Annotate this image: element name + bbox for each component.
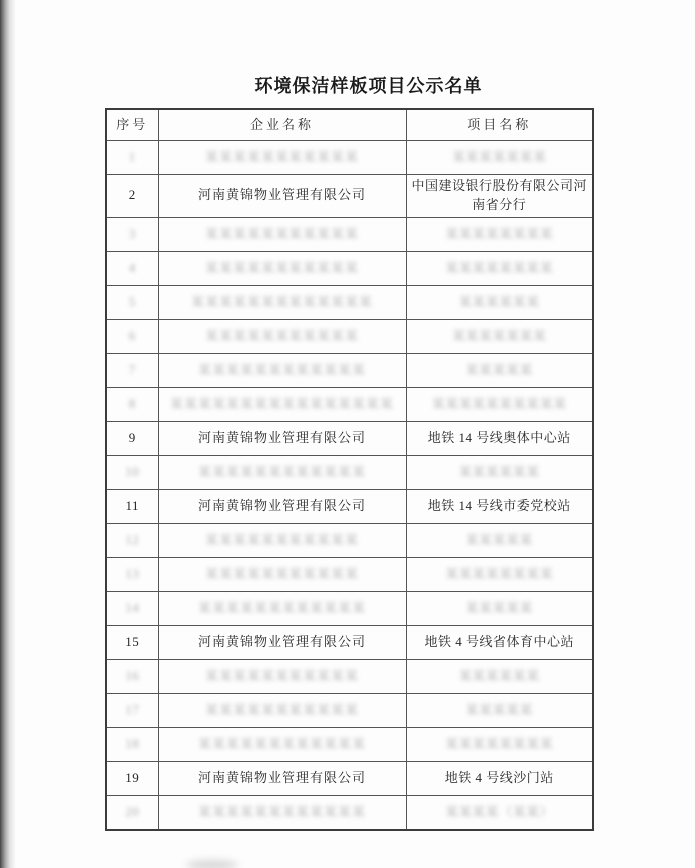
table-row <box>106 693 593 727</box>
company-cell-text: 河南黄锦物业管理有限公司 <box>197 769 366 785</box>
serial-cell-text: 2 <box>128 187 136 203</box>
project-cell <box>406 625 593 659</box>
serial-cell-text: 17 <box>125 702 140 717</box>
company-cell <box>158 217 406 251</box>
project-cell <box>406 727 593 761</box>
serial-cell <box>106 591 158 625</box>
project-cell-text: 中国建设银行股份有限公司河南省分行 <box>411 178 588 212</box>
company-cell <box>158 421 406 455</box>
company-cell-text: 某某某某某某某某某某某某某 <box>190 294 373 309</box>
company-cell-text: 某某某某某某某某某某某 <box>204 149 359 164</box>
company-cell <box>158 285 406 319</box>
table-row <box>106 387 593 421</box>
serial-cell <box>106 523 158 557</box>
company-cell <box>158 659 406 693</box>
project-cell <box>406 421 593 455</box>
serial-cell-text: 5 <box>128 294 136 309</box>
company-cell-text: 某某某某某某某某某某某 <box>204 566 359 581</box>
project-cell-text: 某某某某某某某 <box>451 328 547 343</box>
table-row <box>106 353 593 387</box>
project-cell <box>406 285 593 319</box>
table-row <box>106 421 593 455</box>
project-cell-text: 某某某某某 <box>465 702 533 717</box>
serial-cell <box>106 455 158 489</box>
project-cell-text: 某某某某某某某某 <box>445 226 554 241</box>
table-row <box>106 659 593 693</box>
company-cell-text: 某某某某某某某某某某某某 <box>197 804 366 819</box>
header-cell-serial: 序号 <box>106 109 158 141</box>
company-cell <box>158 693 406 727</box>
table-row <box>106 319 593 353</box>
project-cell <box>406 455 593 489</box>
table-row <box>106 217 593 251</box>
header-cell-project: 项目名称 <box>406 109 593 141</box>
company-cell-text: 某某某某某某某某某某某某 <box>197 464 366 479</box>
company-cell <box>158 353 406 387</box>
serial-cell <box>106 625 158 659</box>
serial-cell-text: 7 <box>128 362 136 377</box>
page-title: 环境保洁样板项目公示名单 <box>254 76 483 96</box>
serial-cell <box>106 693 158 727</box>
company-cell <box>158 489 406 523</box>
table-row <box>106 251 593 285</box>
project-cell <box>406 175 593 218</box>
table-row <box>106 761 593 795</box>
project-cell-text: 某某某某某 <box>465 362 533 377</box>
project-cell <box>406 387 593 421</box>
serial-cell-text: 16 <box>125 668 140 683</box>
serial-cell <box>106 251 158 285</box>
serial-cell-text: 3 <box>128 226 136 241</box>
company-cell <box>158 591 406 625</box>
project-cell <box>406 217 593 251</box>
company-cell <box>158 523 406 557</box>
scan-artifact-smudge <box>186 860 238 868</box>
project-cell-text: 某某某某某某某某某某 <box>431 396 567 411</box>
table-row <box>106 727 593 761</box>
table-row <box>106 141 593 175</box>
table-row <box>106 795 593 830</box>
company-cell-text: 河南黄锦物业管理有限公司 <box>197 497 366 513</box>
project-cell <box>406 591 593 625</box>
company-cell-text: 某某某某某某某某某某某 <box>204 702 359 717</box>
page-left-shadow <box>0 0 16 868</box>
table-header-row <box>106 109 593 141</box>
project-cell <box>406 251 593 285</box>
serial-cell <box>106 217 158 251</box>
company-cell-text: 河南黄锦物业管理有限公司 <box>197 187 366 203</box>
company-cell <box>158 319 406 353</box>
company-cell-text: 某某某某某某某某某某某某某某某某 <box>169 396 394 411</box>
serial-cell <box>106 795 158 830</box>
serial-cell-text: 19 <box>125 769 140 785</box>
project-cell-text: 地铁 14 号线市委党校站 <box>427 497 571 513</box>
project-cell <box>406 489 593 523</box>
project-cell-text: 某某某某某某 <box>458 294 540 309</box>
serial-cell-text: 15 <box>125 633 140 649</box>
company-cell <box>158 795 406 830</box>
company-cell-text: 某某某某某某某某某某某 <box>204 668 359 683</box>
project-cell-text: 某某某某某某 <box>458 668 540 683</box>
company-cell <box>158 625 406 659</box>
serial-cell-text: 1 <box>128 149 136 164</box>
company-cell <box>158 175 406 218</box>
header-cell-company: 企业名称 <box>158 109 406 141</box>
serial-cell-text: 14 <box>125 600 140 615</box>
serial-cell-text: 13 <box>125 566 140 581</box>
serial-cell-text: 20 <box>125 804 140 819</box>
serial-cell-text: 8 <box>128 396 136 411</box>
company-cell-text: 某某某某某某某某某某某某 <box>197 736 366 751</box>
serial-cell-text: 11 <box>125 497 140 513</box>
serial-cell <box>106 659 158 693</box>
project-cell-text: 某某某某某某某某 <box>445 566 554 581</box>
serial-cell-text: 4 <box>128 260 136 275</box>
project-cell-text: 某某某某某某某某 <box>445 260 554 275</box>
serial-cell <box>106 175 158 218</box>
company-cell-text: 某某某某某某某某某某某 <box>204 328 359 343</box>
company-cell-text: 河南黄锦物业管理有限公司 <box>197 429 366 445</box>
project-cell-text: 某某某某某某某 <box>451 149 547 164</box>
serial-cell <box>106 285 158 319</box>
project-cell <box>406 761 593 795</box>
table-row <box>106 625 593 659</box>
company-cell <box>158 251 406 285</box>
project-cell-text: 地铁 14 号线奥体中心站 <box>427 429 571 445</box>
project-cell-text: 某某某某某某某某 <box>445 736 554 751</box>
project-cell-text: 某某某某某 <box>465 600 533 615</box>
serial-cell <box>106 387 158 421</box>
serial-cell <box>106 353 158 387</box>
company-cell <box>158 761 406 795</box>
table-row <box>106 285 593 319</box>
company-cell-text: 某某某某某某某某某某某某 <box>197 600 366 615</box>
table-row <box>106 175 593 218</box>
announcement-table <box>105 108 594 831</box>
company-cell-text: 某某某某某某某某某某某某 <box>197 362 366 377</box>
table-row <box>106 523 593 557</box>
project-cell <box>406 353 593 387</box>
project-cell-text: 某某某某某 <box>465 532 533 547</box>
serial-cell-text: 9 <box>128 429 136 445</box>
company-cell <box>158 727 406 761</box>
serial-cell <box>106 727 158 761</box>
project-cell <box>406 659 593 693</box>
project-cell <box>406 141 593 175</box>
project-cell-text: 某某某某（某某） <box>445 804 554 819</box>
serial-cell <box>106 421 158 455</box>
table-header <box>106 109 593 141</box>
company-cell <box>158 141 406 175</box>
project-cell-text: 地铁 4 号线沙门站 <box>444 769 554 785</box>
project-cell-text: 地铁 4 号线省体育中心站 <box>424 633 574 649</box>
company-cell <box>158 557 406 591</box>
project-cell <box>406 557 593 591</box>
table-body <box>106 141 593 830</box>
company-cell-text: 某某某某某某某某某某某 <box>204 226 359 241</box>
serial-cell <box>106 557 158 591</box>
serial-cell <box>106 319 158 353</box>
table-row <box>106 489 593 523</box>
company-cell <box>158 387 406 421</box>
company-cell <box>158 455 406 489</box>
company-cell-text: 某某某某某某某某某某某 <box>204 260 359 275</box>
serial-cell <box>106 761 158 795</box>
serial-cell <box>106 141 158 175</box>
project-cell <box>406 795 593 830</box>
serial-cell-text: 12 <box>125 532 140 547</box>
company-cell-text: 某某某某某某某某某某某 <box>204 532 359 547</box>
serial-cell-text: 18 <box>125 736 140 751</box>
table-row <box>106 591 593 625</box>
project-cell <box>406 693 593 727</box>
serial-cell <box>106 489 158 523</box>
table-row <box>106 455 593 489</box>
project-cell <box>406 319 593 353</box>
project-cell <box>406 523 593 557</box>
company-cell-text: 河南黄锦物业管理有限公司 <box>197 633 366 649</box>
serial-cell-text: 10 <box>125 464 140 479</box>
project-cell-text: 某某某某某某 <box>458 464 540 479</box>
serial-cell-text: 6 <box>128 328 136 343</box>
table-row <box>106 557 593 591</box>
